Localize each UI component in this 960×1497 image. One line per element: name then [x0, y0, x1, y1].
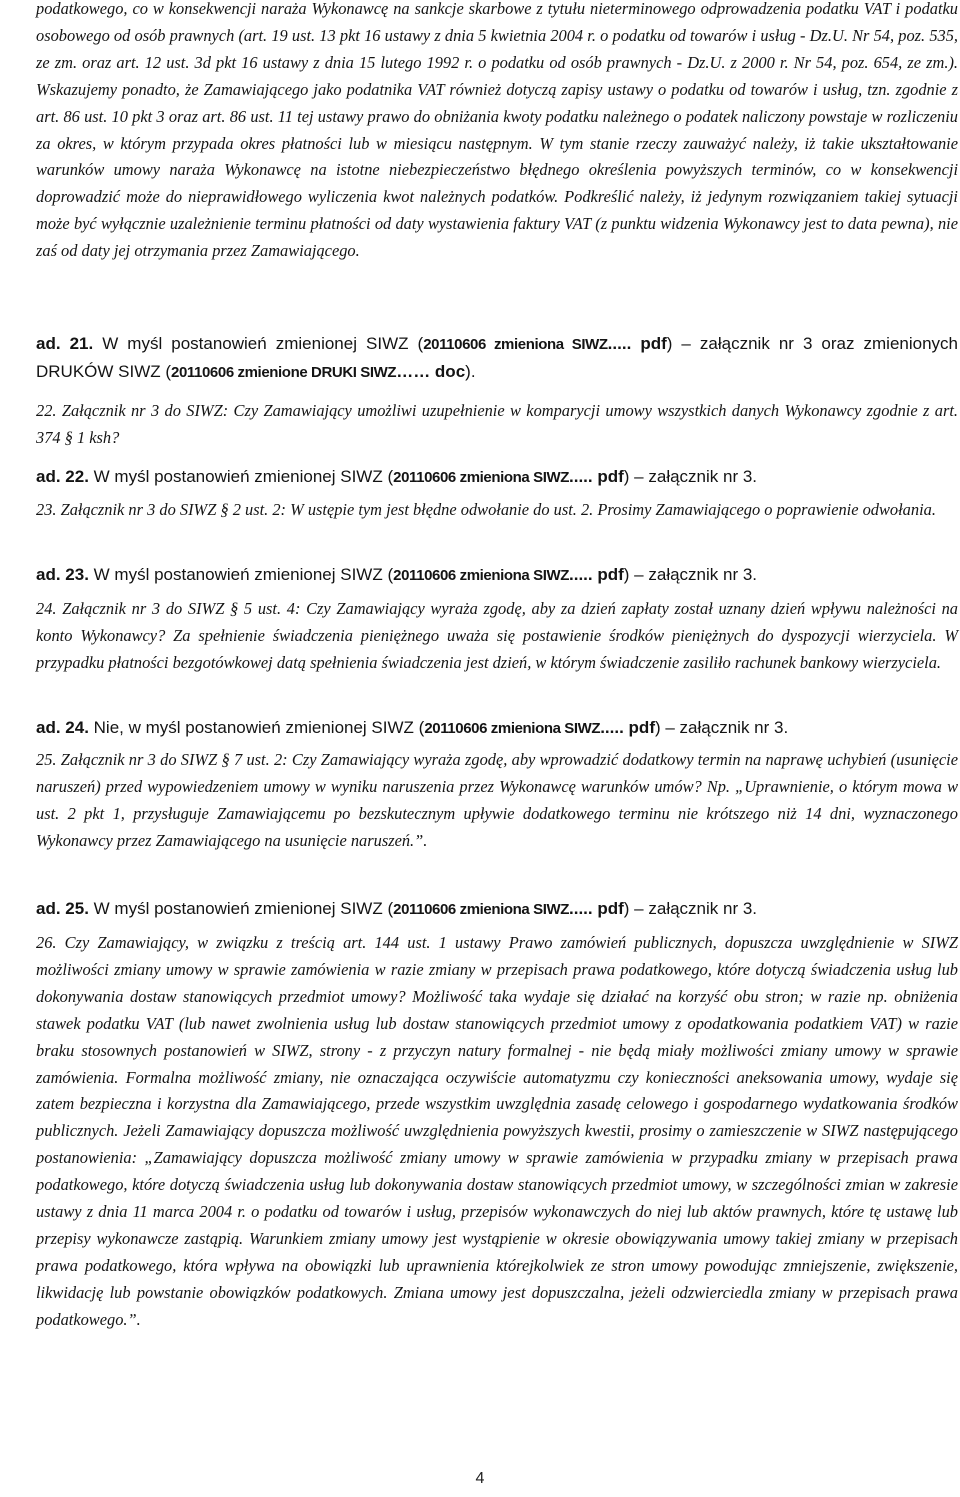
answer-22: [36, 464, 958, 492]
answer-text: ) – załącznik nr 3.: [623, 467, 758, 486]
file-name: 20110606 zmieniona SIWZ: [393, 901, 570, 918]
file-ext: pdf: [592, 565, 624, 584]
file-dots: .....: [607, 334, 632, 353]
answer-text: ) – załącznik nr 3.: [623, 565, 758, 584]
question-22: [36, 398, 958, 452]
answer-text: W myśl postanowień zmienionej SIWZ (: [88, 899, 394, 918]
file-dots: .....: [600, 718, 624, 737]
file-name: 20110606 zmieniona SIWZ: [393, 469, 570, 486]
answer-label: ad. 23.: [36, 565, 89, 584]
question-text: Załącznik nr 3 do SIWZ: Czy Zamawiający umożliwi uzupełnienie w komparycji umowy wszystkich danych Wykonawcy zgodnie z art. 374 § 1 ksh?: [36, 401, 958, 447]
question-number: 26.: [36, 933, 57, 952]
file-ext: pdf: [592, 467, 624, 486]
file-dots: .....: [569, 467, 593, 486]
file-name: 20110606 zmieniona SIWZ: [393, 567, 570, 584]
intro-paragraph: podatkowego, co w konsekwencji naraża Wykonawcę na sankcje skarbowe z tytułu nieterminowego odprowadzenia podatku VAT i podatku osobowego od osób prawnych (art. 19 ust. 13 pkt 16 ustawy z dnia 5 kwietnia 2004 r. o podatku od towarów i usług - Dz.U. Nr 54, poz. 535, ze zm. oraz art. 12 ust. 3d pkt 16 ustawy z dnia 15 lutego 1992 r. o podatku od osób prawnych - Dz.U. z 2000 r. Nr 54, poz. 654, ze zm.). Wskazujemy ponadto, że Zamawiającego jako podatnika VAT również dotyczą zapisy ustawy o podatku od towarów i usług, tzn. zgodnie z art. 86 ust. 10 pkt 3 oraz art. 86 ust. 11 tej ustawy prawo do obniżania kwoty podatku należnego o podatek naliczony powstaje w rozliczeniu za okres, w którym przypada okres płatności lub w miesiącu następnym. W tym stanie rzeczy zauważyć należy, iż takie ukształtowanie warunków umowy naraża Wykonawcę na istotne niebezpieczeństwo błędnego określenia powyższych terminów, co w konsekwencji doprowadzić może do nieprawidłowego wyliczenia kwot należnych podatków. Podkreślić należy, iż jedynym rozwiązaniem takiej sytuacji może być wyłącznie uzależnienie terminu płatności od daty wystawienia faktury VAT (z punktu widzenia Wykonawcy jest to data pewna), nie zaś od daty jej otrzymania przez Zamawiającego.: [36, 0, 958, 261]
file-name: 20110606 zmieniona SIWZ: [424, 720, 601, 737]
answer-21: [36, 331, 958, 387]
file-name: 20110606 zmienione DRUKI SIWZ: [171, 363, 397, 381]
answer-25: [36, 896, 958, 924]
question-number: 23.: [36, 500, 57, 519]
file-ext: pdf: [631, 334, 667, 353]
file-dots: ……: [396, 361, 431, 381]
answer-label: ad. 22.: [36, 467, 89, 486]
file-ext: pdf: [592, 899, 624, 918]
answer-label: ad. 21.: [36, 334, 94, 353]
question-number: 24.: [36, 599, 57, 618]
answer-text: W myśl postanowień zmienionej SIWZ (: [93, 334, 424, 353]
answer-text: W myśl postanowień zmienionej SIWZ (: [88, 565, 394, 584]
file-name: 20110606 zmieniona SIWZ: [423, 336, 608, 353]
answer-text: ).: [465, 361, 476, 381]
file-dots: .....: [569, 899, 593, 918]
answer-text: ) – załącznik nr 3.: [623, 899, 758, 918]
answer-text: ) – załącznik nr 3.: [654, 718, 789, 737]
answer-label: ad. 25.: [36, 899, 89, 918]
question-text: Czy Zamawiający, w związku z treścią art. 144 ust. 1 ustawy Prawo zamówień publicznych, dopuszcza uwzględnienie w SIWZ możliwości zmiany umowy w sprawie zamówienia w razie zmiany w przepisach prawa podatkowego, które dotyczą świadczenia usług lub dokonywania dostaw stanowiących przedmiot umowy? Możliwość taka wydaje się działać na korzyść obu stron; w razie np. obniżenia stawek podatku VAT (lub nawet zwolnienia usług lub dostaw stanowiących przedmiot umowy z opodatkowania podatkiem VAT) w razie braku stosownych postanowień w SIWZ, strony - z przyczyn natury formalnej - nie będą miały możliwości zmiany umowy w sprawie zamówienia. Formalna możliwość zmiany, nie oznaczająca oczywiście automatyzmu czy konieczności aneksowania umowy, wydaje się zatem bezpieczna i korzystna dla Zamawiającego, przede wszystkim uwzględnia zasadę celowego i gospodarnego wydatkowania środków publicznych. Jeżeli Zamawiający dopuszcza możliwość uwzględnienia powyższych kwestii, prosimy o zamieszczenie w SIWZ następującego postanowienia: „Zamawiający dopuszcza możliwość zmiany umowy w sprawie zamówienia w przypadku zmiany w przepisach prawa podatkowego, które dotyczą świadczenia usług lub dokonywania dostaw stanowiących przedmiot umowy, w szczególności zmian w zakresie ustawy z dnia 11 marca 2004 r. o podatku od towarów i usług, przepisów wykonawczych do niej lub aktów prawnych, które tę ustawę lub przepisy wykonawcze zastąpią. Warunkiem zmiany umowy jest wystąpienie w okresie obowiązywania umowy takiej zmiany w przepisach prawa podatkowego, która wpływa na obowiązki lub uprawnienia którejkolwiek ze stron umowy powodując zmniejszenie, zwiększenie, likwidację lub powstanie obowiązków podatkowych. Zmiana umowy jest dopuszczalna, jeżeli odzwierciedla zmiany w przepisach prawa podatkowego.”.: [36, 933, 958, 1329]
answer-text: ) – załącznik nr 3 oraz zmienionych DRUKÓW SIWZ (: [36, 334, 959, 381]
question-number: 25.: [36, 750, 57, 769]
answer-text: Nie, w myśl postanowień zmienionej SIWZ (: [88, 718, 425, 737]
answer-23: [36, 562, 958, 590]
file-ext: doc: [430, 361, 466, 381]
question-text: Załącznik nr 3 do SIWZ § 7 ust. 2: Czy Zamawiający wyraża zgodę, aby wprowadzić dodatkowy termin na naprawę uchybień (usunięcie naruszeń) przed wypowiedzeniem umowy w wyniku naruszenia przez Wykonawcę warunków umów? Np. „Uprawnienie, o którym mowa w ust. 2 pkt 1, przysługuje Zamawiającemu po bezskutecznym upływie dodatkowego terminu nie krótszego niż 14 dni, wyznaczonego Wykonawcy przez Zamawiającego na usunięcie naruszeń.”.: [36, 750, 958, 850]
question-number: 22.: [36, 401, 57, 420]
file-dots: .....: [569, 565, 593, 584]
file-ext: pdf: [623, 718, 655, 737]
question-text: Załącznik nr 3 do SIWZ § 2 ust. 2: W ustępie tym jest błędne odwołanie do ust. 2. Prosimy Zamawiającego o poprawienie odwołania.: [56, 500, 936, 519]
question-24: [36, 596, 958, 677]
answer-text: W myśl postanowień zmienionej SIWZ (: [88, 467, 394, 486]
question-26: [36, 930, 958, 1334]
answer-24: [36, 715, 958, 743]
page-number: 4: [475, 1470, 485, 1487]
question-25: [36, 747, 958, 855]
answer-label: ad. 24.: [36, 718, 89, 737]
question-23: [36, 497, 958, 524]
question-text: Załącznik nr 3 do SIWZ § 5 ust. 4: Czy Zamawiający wyraża zgodę, aby za dzień zapłaty został uznany dzień wpływu należności na konto Wykonawcy? Za spełnienie świadczenia pieniężnego uważa się postawienie środków pieniężnych do dyspozycji wierzyciela. W przypadku płatności bezgotówkowej datą spełnienia świadczenia jest dzień, w którym świadczenie zasiliło rachunek bankowy wierzyciela.: [36, 599, 958, 672]
